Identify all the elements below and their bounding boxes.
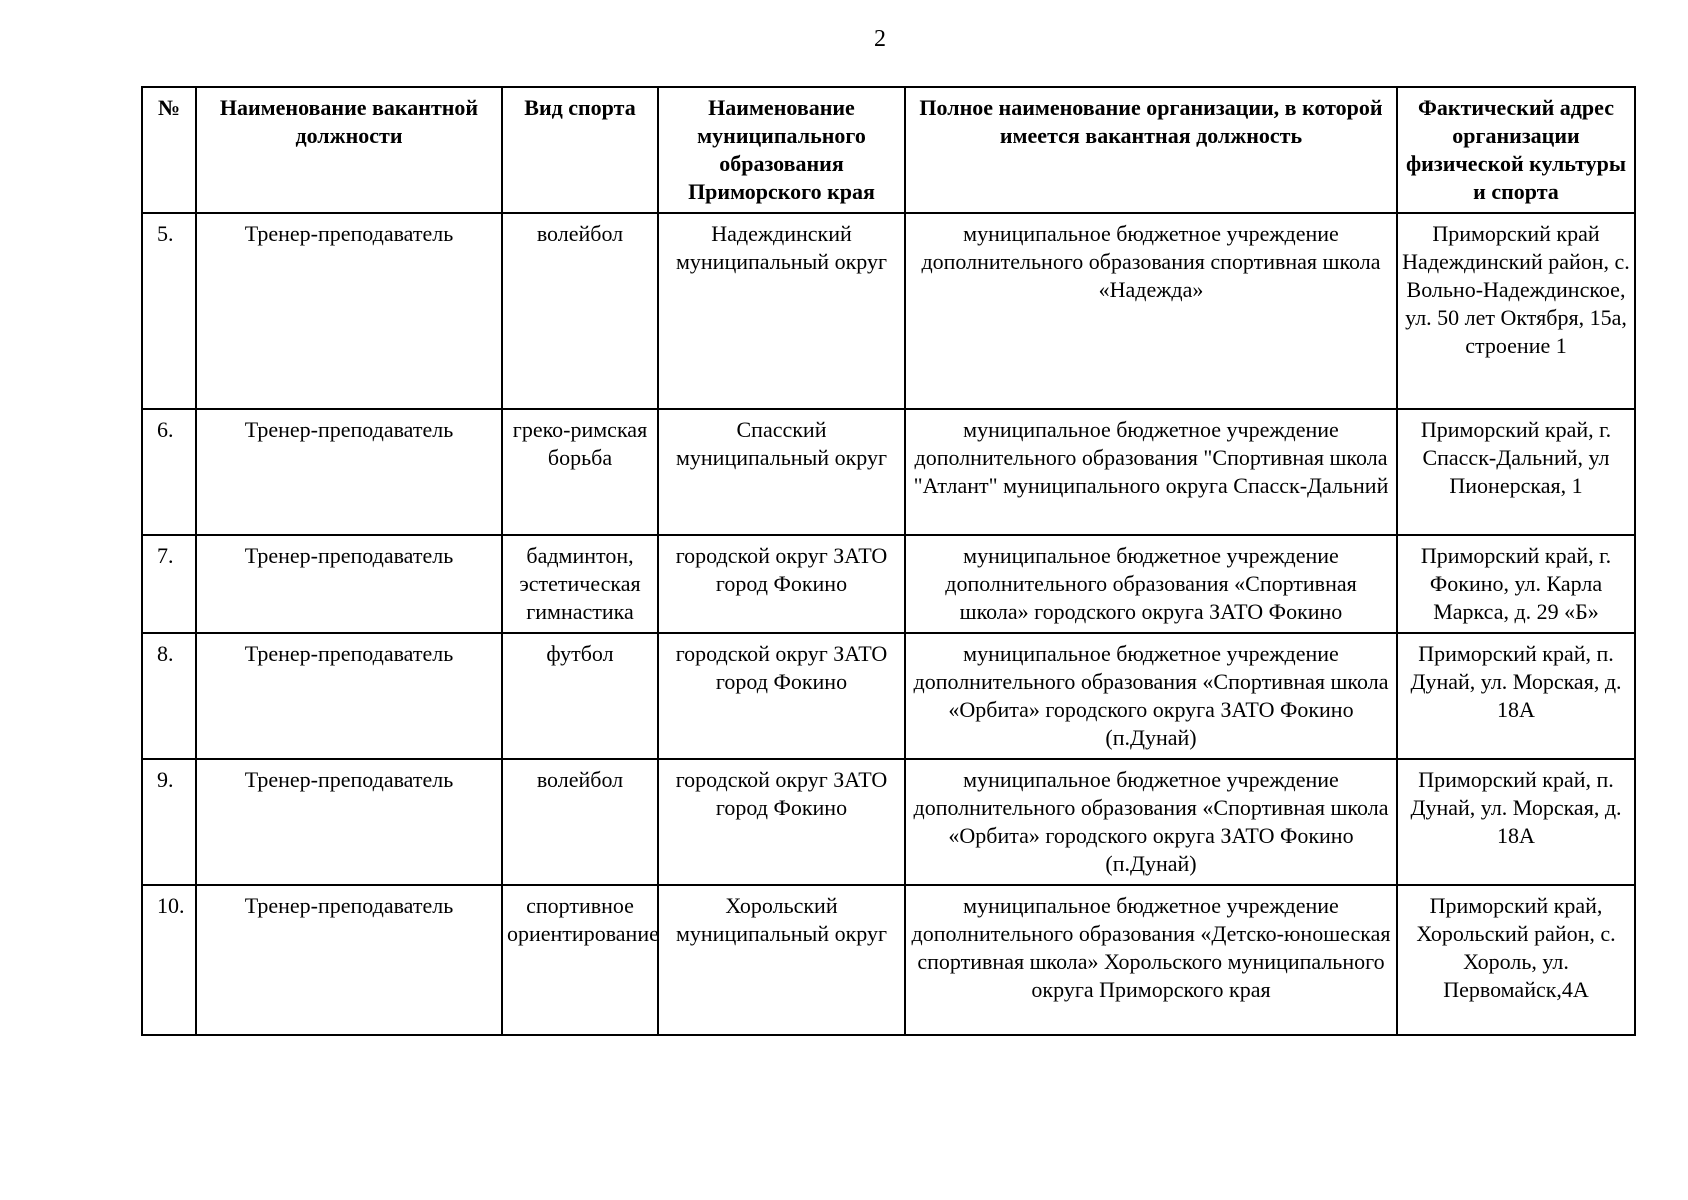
table-header-row [142, 87, 1635, 213]
page-number: 2 [874, 26, 886, 52]
table-row [142, 633, 1635, 759]
header-municipality: Наименование муниципального образования Приморского края [658, 87, 905, 213]
table-row [142, 409, 1635, 535]
row-address: Приморский край Надеждинский район, с. Вольно-Надеждинское, ул. 50 лет Октября, 15а, строение 1 [1397, 213, 1635, 409]
row-organization: муниципальное бюджетное учреждение дополнительного образования «Детско-юношеская спортивная школа» Хорольского муниципального округа Приморского края [905, 885, 1397, 1035]
row-number: 6. [142, 409, 196, 535]
row-number: 8. [142, 633, 196, 759]
row-municipality: Хорольский муниципальный округ [658, 885, 905, 1035]
table-row [142, 535, 1635, 633]
row-municipality: Надеждинский муниципальный округ [658, 213, 905, 409]
table-row [142, 885, 1635, 1035]
row-address: Приморский край, п. Дунай, ул. Морская, д. 18А [1397, 759, 1635, 885]
row-municipality: городской округ ЗАТО город Фокино [658, 759, 905, 885]
row-address: Приморский край, п. Дунай, ул. Морская, д. 18А [1397, 633, 1635, 759]
row-sport: волейбол [502, 759, 658, 885]
row-position: Тренер-преподаватель [196, 633, 502, 759]
row-organization: муниципальное бюджетное учреждение дополнительного образования «Спортивная школа «Орбита» городского округа ЗАТО Фокино (п.Дунай) [905, 759, 1397, 885]
header-address: Фактический адрес организации физической культуры и спорта [1397, 87, 1635, 213]
row-municipality: городской округ ЗАТО город Фокино [658, 535, 905, 633]
row-organization: муниципальное бюджетное учреждение дополнительного образования "Спортивная школа "Атлант" муниципального округа Спасск-Дальний [905, 409, 1397, 535]
row-position: Тренер-преподаватель [196, 759, 502, 885]
row-address: Приморский край, Хорольский район, с. Хороль, ул. Первомайск,4А [1397, 885, 1635, 1035]
row-sport: футбол [502, 633, 658, 759]
row-position: Тренер-преподаватель [196, 535, 502, 633]
row-organization: муниципальное бюджетное учреждение дополнительного образования спортивная школа «Надежда» [905, 213, 1397, 409]
row-position: Тренер-преподаватель [196, 885, 502, 1035]
row-number: 5. [142, 213, 196, 409]
row-number: 7. [142, 535, 196, 633]
row-number: 10. [142, 885, 196, 1035]
row-sport: греко-римская борьба [502, 409, 658, 535]
table-row [142, 759, 1635, 885]
row-address: Приморский край, г. Фокино, ул. Карла Маркса, д. 29 «Б» [1397, 535, 1635, 633]
row-position: Тренер-преподаватель [196, 213, 502, 409]
vacancy-table [141, 86, 1636, 1036]
row-number: 9. [142, 759, 196, 885]
row-municipality: Спасский муниципальный округ [658, 409, 905, 535]
row-organization: муниципальное бюджетное учреждение дополнительного образования «Спортивная школа» городского округа ЗАТО Фокино [905, 535, 1397, 633]
row-sport: волейбол [502, 213, 658, 409]
table-row [142, 213, 1635, 409]
header-organization: Полное наименование организации, в которой имеется вакантная должность [905, 87, 1397, 213]
header-sport: Вид спорта [502, 87, 658, 213]
row-address: Приморский край, г. Спасск-Дальний, ул Пионерская, 1 [1397, 409, 1635, 535]
row-sport: спортивное ориентирование [502, 885, 658, 1035]
row-organization: муниципальное бюджетное учреждение дополнительного образования «Спортивная школа «Орбита» городского округа ЗАТО Фокино (п.Дунай) [905, 633, 1397, 759]
row-municipality: городской округ ЗАТО город Фокино [658, 633, 905, 759]
row-position: Тренер-преподаватель [196, 409, 502, 535]
row-sport: бадминтон, эстетическая гимнастика [502, 535, 658, 633]
header-position: Наименование вакантной должности [196, 87, 502, 213]
header-number: № [142, 87, 196, 213]
